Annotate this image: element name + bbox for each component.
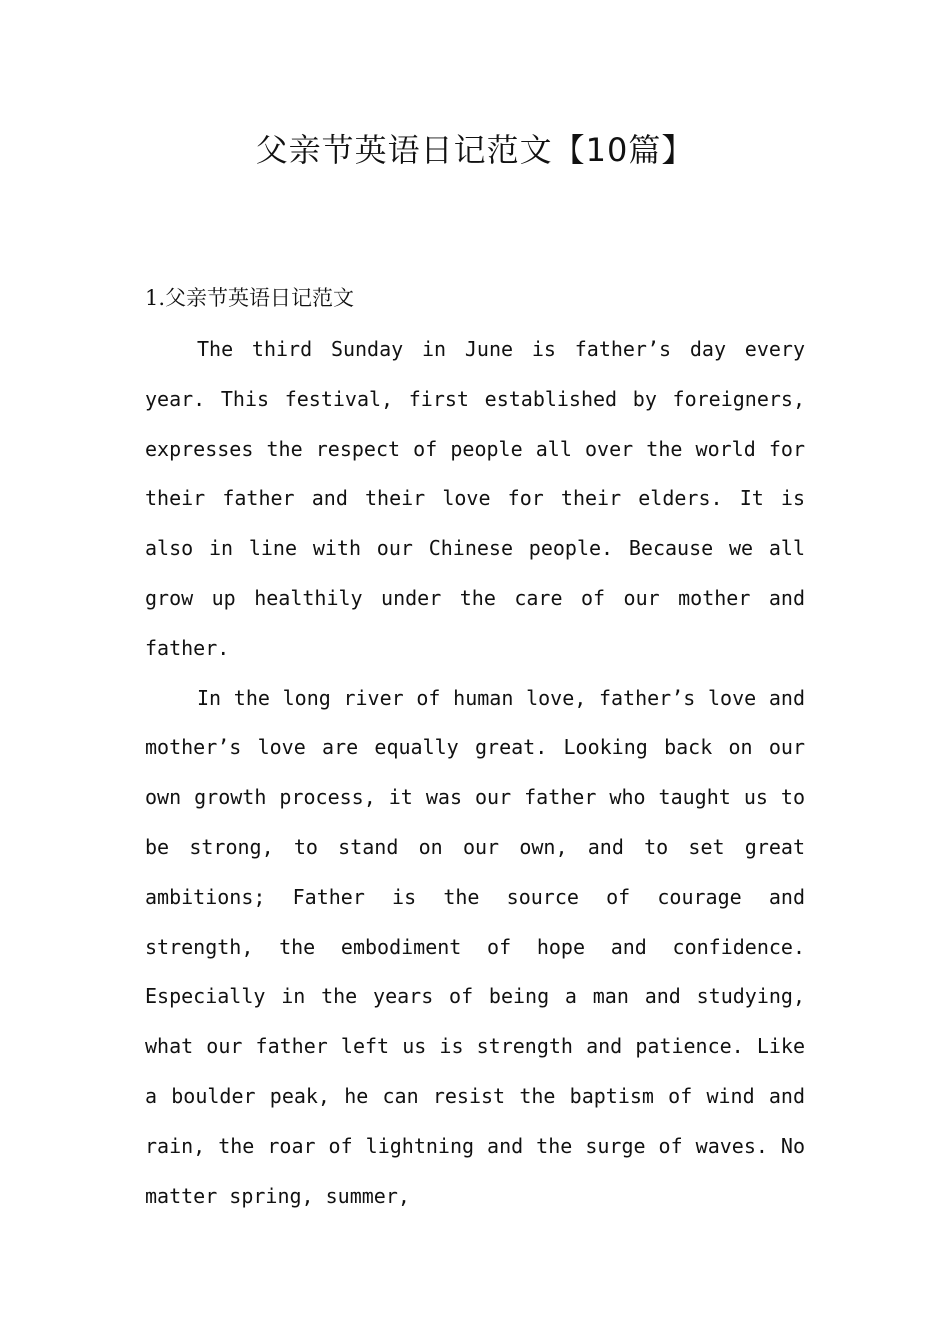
body-text xyxy=(145,325,805,1221)
paragraph-2: In the long river of human love, father’s love and mother’s love are equally great. Looking back on our own growth process, it was our father who taught us to be strong, to stand on our own, and to set great ambitions; Father is the source of courage and strength, the embodiment of hope and confidence. Especially in the years of being a man and studying, what our father left us is strength and patience. Like a boulder peak, he can resist the baptism of wind and rain, the roar of lightning and the surge of waves. No matter spring, summer, xyxy=(145,685,805,1208)
paragraph-1: The third Sunday in June is father’s day every year. This festival, first established by foreigners, expresses the respect of people all over the world for their father and their love for their elders. It is also in line with our Chinese people. Because we all grow up healthily under the care of our mother and father. xyxy=(145,337,805,660)
page-title: 父亲节英语日记范文【10篇】 xyxy=(255,131,695,169)
section-heading: 1.父亲节英语日记范文 xyxy=(145,286,355,310)
